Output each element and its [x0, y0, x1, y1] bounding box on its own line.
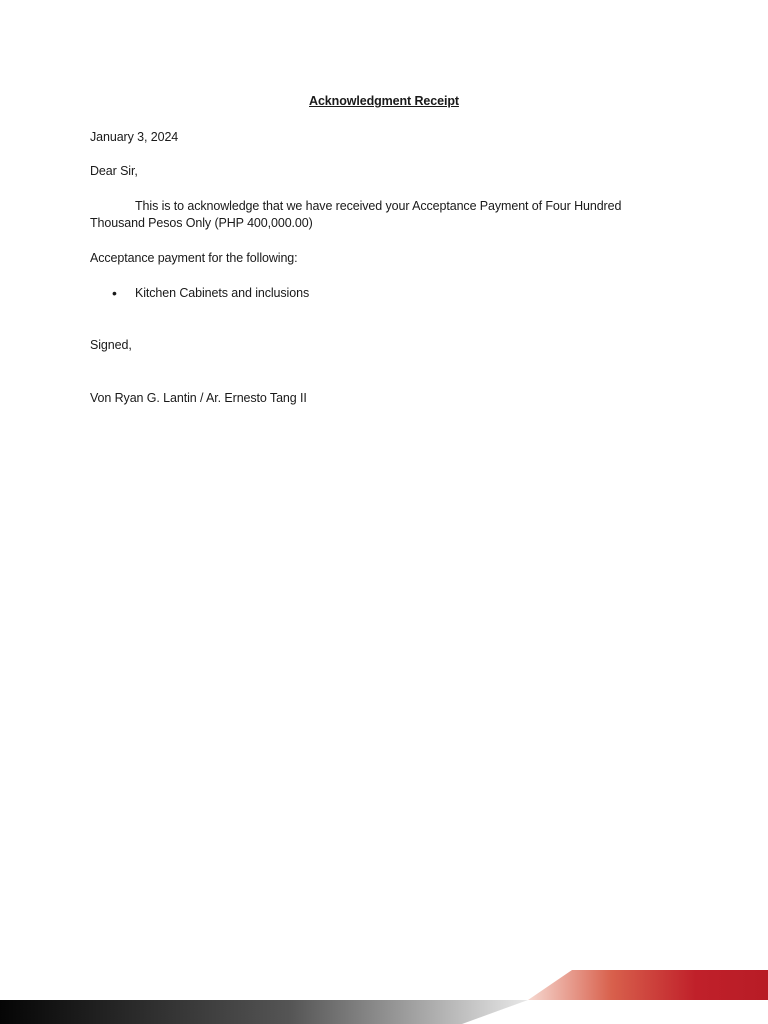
body-paragraph-line-1: This is to acknowledge that we have received your Acceptance Payment of Four Hundred [135, 199, 622, 213]
list-item-text: Kitchen Cabinets and inclusions [135, 286, 310, 300]
footer-dark-band [0, 1000, 528, 1024]
document-title: Acknowledgment Receipt [309, 94, 459, 108]
closing: Signed, [90, 338, 132, 352]
footer-decoration [0, 954, 768, 1024]
footer-red-band [528, 970, 768, 1000]
bullet-icon: • [112, 285, 117, 301]
signatory: Von Ryan G. Lantin / Ar. Ernesto Tang II [90, 391, 307, 405]
salutation: Dear Sir, [90, 164, 138, 178]
document-date: January 3, 2024 [90, 130, 179, 144]
body-paragraph-line-2: Thousand Pesos Only (PHP 400,000.00) [90, 216, 313, 230]
list-intro: Acceptance payment for the following: [90, 251, 298, 265]
